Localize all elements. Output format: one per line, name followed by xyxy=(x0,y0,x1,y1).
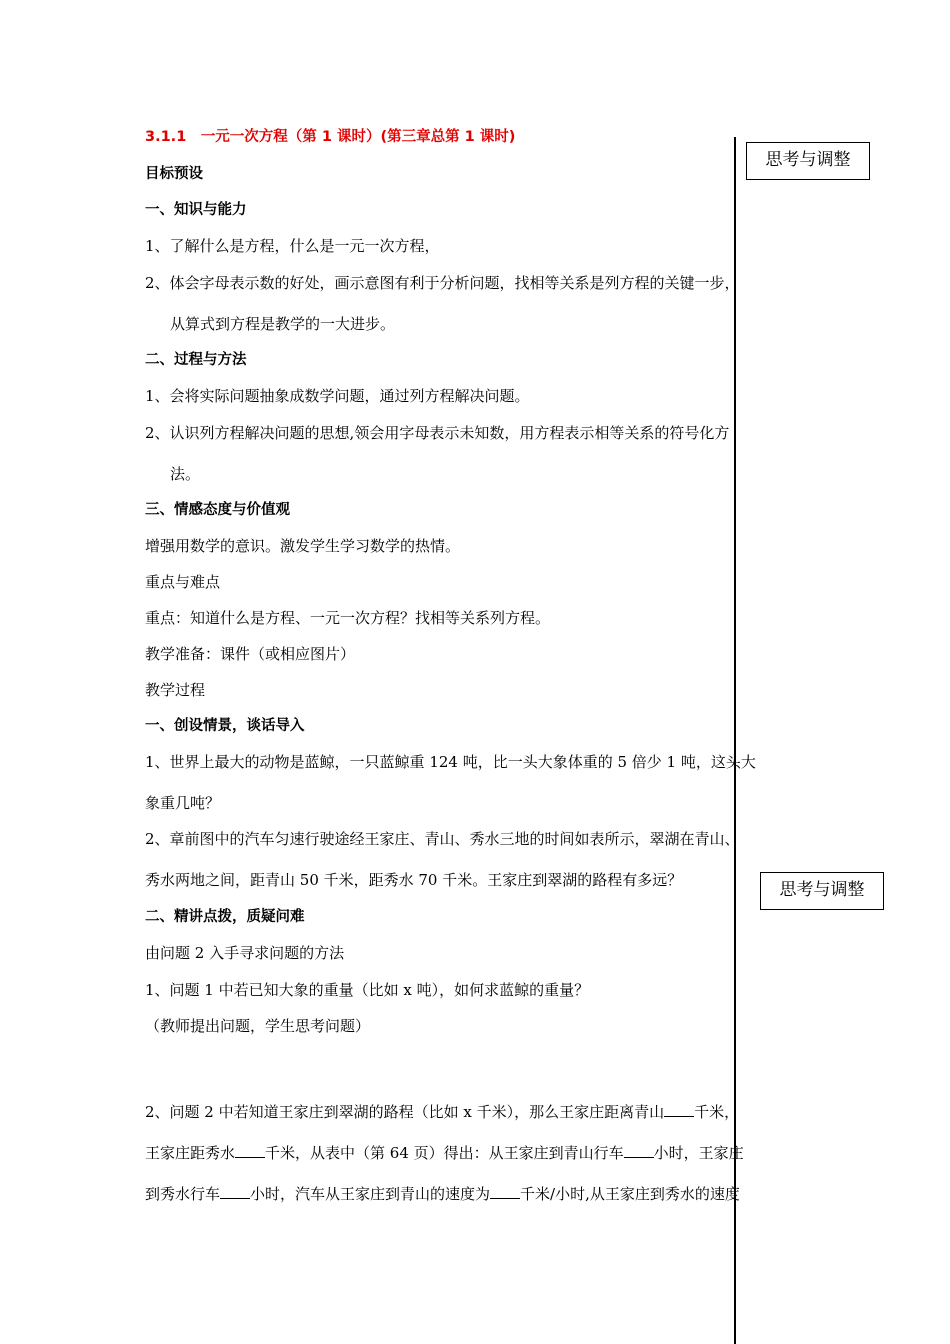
method-item-1-note: （教师提出问题，学生思考问题） xyxy=(145,1017,371,1035)
blank-line xyxy=(220,1184,250,1199)
process-item-1: 1、会将实际问题抽象成数学问题，通过列方程解决问题。 xyxy=(145,387,530,405)
attitude-item: 增强用数学的意识。激发学生学习数学的热情。 xyxy=(145,537,461,555)
section-heading-process: 二、过程与方法 xyxy=(145,352,247,368)
blank-line xyxy=(664,1102,694,1117)
section-heading-attitude: 三、情感态度与价值观 xyxy=(145,502,290,518)
method-item-2-line2 xyxy=(145,1143,744,1163)
text-span: 2、问题 2 中若知道王家庄到翠湖的路程（比如 x 千米），那么王家庄距离青山 xyxy=(145,1103,665,1121)
text-span: 千米， xyxy=(694,1103,740,1121)
section-heading-intro: 一、创设情景，谈话导入 xyxy=(145,718,305,734)
prep-text: 教学准备：课件（或相应图片） xyxy=(145,645,356,663)
question-2: 2、章前图中的汽车匀速行驶途经王家庄、青山、秀水三地的时间如表所示，翠湖在青山、 xyxy=(145,830,740,848)
text-span: 千米，从表中（第 64 页）得出：从王家庄到青山行车 xyxy=(265,1144,624,1162)
method-intro: 由问题 2 入手寻求问题的方法 xyxy=(145,944,345,962)
text-span: 到秀水行车 xyxy=(145,1185,221,1203)
lesson-title: 3.1.1 一元一次方程（第 1 课时）(第三章总第 1 课时) xyxy=(145,129,516,145)
side-note-box-top xyxy=(746,142,870,180)
text-span: 小时，王家庄 xyxy=(653,1144,744,1162)
method-item-2 xyxy=(145,1102,739,1122)
process-item-2: 2、认识列方程解决问题的思想,领会用字母表示未知数，用方程表示相等关系的符号化方 xyxy=(145,424,730,442)
blank-line xyxy=(235,1143,265,1158)
knowledge-item-1: 1、了解什么是方程，什么是一元一次方程， xyxy=(145,237,440,255)
focus-text: 重点：知道什么是方程、一元一次方程？找相等关系列方程。 xyxy=(145,609,551,627)
section-heading-explain: 二、精讲点拨，质疑问难 xyxy=(145,909,305,925)
text-span: 王家庄距秀水 xyxy=(145,1144,236,1162)
blank-line xyxy=(624,1143,654,1158)
side-note-box-bottom xyxy=(760,872,884,910)
text-span: 小时，汽车从王家庄到青山的速度为 xyxy=(250,1185,491,1203)
question-1-cont: 象重几吨？ xyxy=(145,794,221,812)
text-span: 千米/小时,从王家庄到秀水的速度 xyxy=(520,1185,740,1203)
goal-heading: 目标预设 xyxy=(145,166,203,182)
focus-heading: 重点与难点 xyxy=(145,573,221,591)
question-2-cont: 秀水两地之间，距青山 50 千米，距秀水 70 千米。王家庄到翠湖的路程有多远？ xyxy=(145,871,683,889)
method-item-2-line3 xyxy=(145,1184,740,1204)
side-note-label: 思考与调整 xyxy=(765,150,851,170)
knowledge-item-2: 2、体会字母表示数的好处，画示意图有利于分析问题，找相等关系是列方程的关键一步， xyxy=(145,274,740,292)
side-note-label: 思考与调整 xyxy=(779,880,865,900)
method-item-1: 1、问题 1 中若已知大象的重量（比如 x 吨），如何求蓝鲸的重量？ xyxy=(145,981,590,999)
question-1: 1、世界上最大的动物是蓝鲸，一只蓝鲸重 124 吨，比一头大象体重的 5 倍少 1 吨，这头大 xyxy=(145,753,756,771)
section-heading-knowledge: 一、知识与能力 xyxy=(145,202,247,218)
knowledge-item-2-cont: 从算式到方程是教学的一大进步。 xyxy=(170,315,396,333)
process-heading: 教学过程 xyxy=(145,681,206,699)
blank-line xyxy=(490,1184,520,1199)
process-item-2-cont: 法。 xyxy=(170,465,201,483)
